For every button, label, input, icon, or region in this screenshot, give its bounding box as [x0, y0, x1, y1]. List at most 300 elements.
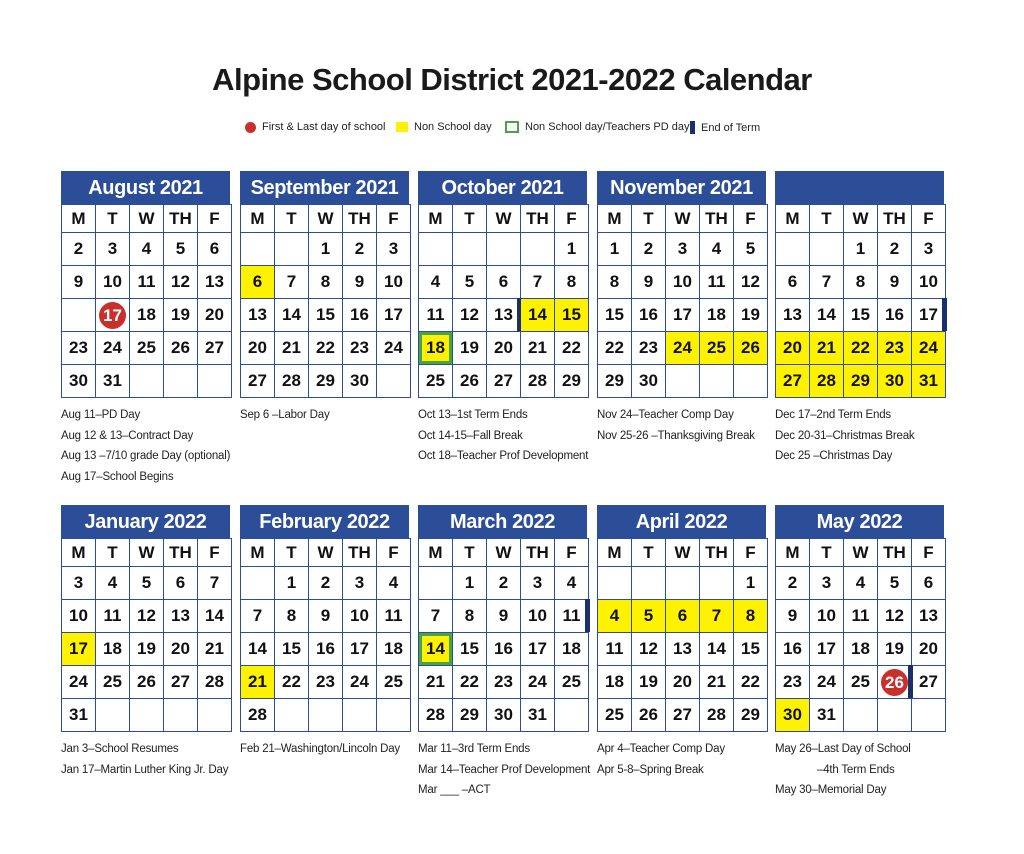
note-line: Oct 13–1st Term Ends [418, 409, 528, 421]
day-cell: 14 [810, 299, 844, 332]
day-cell: 27 [198, 332, 232, 365]
day-cell: 19 [734, 299, 768, 332]
day-cell: 3 [666, 233, 700, 266]
day-cell: 12 [734, 266, 768, 299]
day-cell [241, 567, 275, 600]
weekday-header: W [666, 205, 700, 233]
day-cell: 28 [241, 699, 275, 732]
month-title: November 2021 [597, 171, 766, 204]
day-cell [96, 299, 130, 332]
day-cell: 2 [878, 233, 912, 266]
day-cell: 13 [487, 299, 521, 332]
day-cell: 1 [734, 567, 768, 600]
note-line: Jan 17–Martin Luther King Jr. Day [61, 763, 229, 776]
day-cell: 17 [521, 633, 555, 666]
legend-non-school [396, 121, 492, 133]
day-cell: 22 [844, 332, 878, 365]
day-cell: 30 [487, 699, 521, 732]
note-line: Jan 3–School Resumes [61, 743, 179, 755]
note-line: May 30–Memorial Day [775, 784, 887, 796]
day-cell: 4 [555, 567, 589, 600]
day-cell: 9 [878, 266, 912, 299]
day-cell: 5 [130, 567, 164, 600]
weekday-header: T [810, 539, 844, 567]
first-last-day-marker: 26 [881, 669, 908, 696]
day-cell: 27 [776, 365, 810, 398]
day-cell: 5 [164, 233, 198, 266]
day-cell: 4 [598, 600, 632, 633]
day-cell [241, 233, 275, 266]
day-cell: 15 [734, 633, 768, 666]
day-cell: 3 [377, 233, 411, 266]
weekday-header: M [419, 539, 453, 567]
legend-non-school-pd-label: Non School day/Teachers PD day [525, 121, 690, 133]
day-cell: 4 [130, 233, 164, 266]
weekday-header: F [377, 205, 411, 233]
day-cell: 20 [198, 299, 232, 332]
day-cell: 2 [309, 567, 343, 600]
day-cell: 23 [487, 666, 521, 699]
day-cell [164, 365, 198, 398]
day-cell: 4 [844, 567, 878, 600]
weekday-header: TH [878, 205, 912, 233]
day-cell: 23 [62, 332, 96, 365]
day-cell: 10 [343, 600, 377, 633]
day-cell [130, 699, 164, 732]
weekday-header: M [62, 205, 96, 233]
day-cell: 22 [734, 666, 768, 699]
day-cell: 24 [62, 666, 96, 699]
day-cell: 15 [598, 299, 632, 332]
day-cell: 28 [810, 365, 844, 398]
day-cell: 25 [844, 666, 878, 699]
note-line: –4th Term Ends [817, 763, 895, 776]
weekday-header: W [666, 539, 700, 567]
day-cell: 14 [700, 633, 734, 666]
day-cell [419, 567, 453, 600]
day-cell: 7 [275, 266, 309, 299]
day-cell: 10 [810, 600, 844, 633]
day-cell: 17 [912, 299, 946, 332]
month-notes [61, 739, 228, 780]
weekday-header: W [309, 205, 343, 233]
day-cell [666, 567, 700, 600]
day-cell [700, 365, 734, 398]
day-cell: 31 [96, 365, 130, 398]
day-cell: 24 [96, 332, 130, 365]
month-notes [775, 739, 911, 801]
weekday-header: F [198, 205, 232, 233]
weekday-header: W [130, 539, 164, 567]
day-cell: 6 [912, 567, 946, 600]
day-cell: 27 [487, 365, 521, 398]
month-panel [240, 171, 409, 398]
day-cell: 21 [419, 666, 453, 699]
day-cell: 20 [912, 633, 946, 666]
day-cell: 25 [555, 666, 589, 699]
month-grid [240, 204, 411, 398]
day-cell: 21 [275, 332, 309, 365]
day-cell [598, 567, 632, 600]
day-cell: 18 [419, 332, 453, 365]
day-cell: 8 [598, 266, 632, 299]
weekday-header: M [241, 205, 275, 233]
day-cell: 13 [164, 600, 198, 633]
day-cell: 5 [734, 233, 768, 266]
day-cell [521, 233, 555, 266]
day-cell: 7 [198, 567, 232, 600]
weekday-header: T [275, 539, 309, 567]
day-cell: 31 [912, 365, 946, 398]
day-cell: 29 [844, 365, 878, 398]
day-cell: 22 [453, 666, 487, 699]
day-cell: 22 [309, 332, 343, 365]
month-grid [240, 538, 411, 732]
day-cell: 5 [878, 567, 912, 600]
month-notes [597, 739, 725, 780]
day-cell: 12 [130, 600, 164, 633]
month-notes [418, 405, 588, 467]
day-cell [343, 699, 377, 732]
day-cell: 23 [878, 332, 912, 365]
month-title: February 2022 [240, 505, 409, 538]
weekday-header: F [377, 539, 411, 567]
day-cell: 14 [275, 299, 309, 332]
green-square-icon [505, 121, 519, 133]
note-line: Oct 14-15–Fall Break [418, 429, 523, 442]
day-cell: 10 [521, 600, 555, 633]
weekday-header: F [912, 539, 946, 567]
day-cell: 8 [453, 600, 487, 633]
legend [0, 121, 1024, 141]
day-cell: 29 [309, 365, 343, 398]
day-cell: 24 [666, 332, 700, 365]
day-cell: 12 [632, 633, 666, 666]
day-cell: 26 [734, 332, 768, 365]
note-line: Nov 24–Teacher Comp Day [597, 409, 734, 421]
day-cell: 14 [521, 299, 555, 332]
day-cell: 28 [419, 699, 453, 732]
day-cell [453, 233, 487, 266]
day-cell: 11 [377, 600, 411, 633]
red-dot-icon [245, 122, 256, 133]
day-cell: 11 [598, 633, 632, 666]
day-cell: 9 [62, 266, 96, 299]
day-cell: 2 [632, 233, 666, 266]
weekday-header: F [734, 539, 768, 567]
note-line: Nov 25-26 –Thanksgiving Break [597, 429, 755, 442]
day-cell: 23 [343, 332, 377, 365]
weekday-header: W [487, 539, 521, 567]
day-cell [776, 233, 810, 266]
day-cell: 22 [555, 332, 589, 365]
day-cell: 28 [198, 666, 232, 699]
day-cell: 17 [666, 299, 700, 332]
month-notes [61, 405, 230, 487]
month-panel [240, 505, 409, 732]
weekday-header: T [632, 539, 666, 567]
day-cell: 15 [555, 299, 589, 332]
day-cell: 7 [241, 600, 275, 633]
day-cell: 16 [487, 633, 521, 666]
yellow-square-icon [396, 122, 408, 132]
day-cell: 26 [164, 332, 198, 365]
note-line: Aug 17–School Begins [61, 470, 174, 483]
day-cell: 26 [453, 365, 487, 398]
day-cell: 9 [487, 600, 521, 633]
day-cell: 9 [632, 266, 666, 299]
day-cell: 29 [453, 699, 487, 732]
month-grid [418, 538, 589, 732]
month-notes [775, 405, 914, 467]
day-cell: 6 [666, 600, 700, 633]
day-cell: 10 [62, 600, 96, 633]
note-line: Dec 25 –Christmas Day [775, 450, 893, 462]
note-line: Mar ___ –ACT [418, 784, 491, 796]
day-cell [419, 233, 453, 266]
note-line: Apr 5-8–Spring Break [597, 763, 704, 776]
day-cell: 15 [309, 299, 343, 332]
day-cell [96, 699, 130, 732]
day-cell: 15 [275, 633, 309, 666]
day-cell: 13 [776, 299, 810, 332]
day-cell: 3 [912, 233, 946, 266]
month-title: April 2022 [597, 505, 766, 538]
day-cell: 7 [810, 266, 844, 299]
month-panel [418, 505, 587, 732]
weekday-header: M [598, 205, 632, 233]
day-cell: 8 [734, 600, 768, 633]
day-cell: 16 [878, 299, 912, 332]
day-cell: 18 [96, 633, 130, 666]
day-cell: 13 [241, 299, 275, 332]
day-cell: 6 [487, 266, 521, 299]
month-grid [597, 204, 768, 398]
month-panel [775, 505, 944, 732]
weekday-header: TH [700, 205, 734, 233]
day-cell: 14 [198, 600, 232, 633]
weekday-header: W [487, 205, 521, 233]
weekday-header: M [598, 539, 632, 567]
weekday-header: W [844, 539, 878, 567]
day-cell: 21 [810, 332, 844, 365]
month-panel [597, 171, 766, 398]
day-cell: 5 [453, 266, 487, 299]
day-cell [734, 365, 768, 398]
day-cell: 18 [598, 666, 632, 699]
day-cell [309, 699, 343, 732]
day-cell: 16 [776, 633, 810, 666]
weekday-header: T [453, 205, 487, 233]
day-cell: 19 [453, 332, 487, 365]
month-notes [597, 405, 755, 446]
day-cell: 14 [419, 633, 453, 666]
weekday-header: F [912, 205, 946, 233]
day-cell: 10 [96, 266, 130, 299]
day-cell [487, 233, 521, 266]
day-cell: 15 [844, 299, 878, 332]
note-line: Dec 17–2nd Term Ends [775, 409, 891, 421]
day-cell: 10 [377, 266, 411, 299]
day-cell: 11 [130, 266, 164, 299]
day-cell: 26 [632, 699, 666, 732]
day-cell [377, 699, 411, 732]
day-cell: 23 [632, 332, 666, 365]
weekday-header: T [96, 539, 130, 567]
day-cell: 27 [666, 699, 700, 732]
day-cell: 4 [700, 233, 734, 266]
day-cell: 3 [96, 233, 130, 266]
month-grid [775, 204, 946, 398]
day-cell: 22 [598, 332, 632, 365]
weekday-header: F [734, 205, 768, 233]
month-title: September 2021 [240, 171, 409, 204]
day-cell: 29 [598, 365, 632, 398]
day-cell: 31 [810, 699, 844, 732]
weekday-header: W [309, 539, 343, 567]
weekday-header: W [130, 205, 164, 233]
day-cell: 1 [309, 233, 343, 266]
day-cell [632, 567, 666, 600]
day-cell: 26 [130, 666, 164, 699]
weekday-header: W [844, 205, 878, 233]
day-cell: 4 [419, 266, 453, 299]
day-cell: 10 [912, 266, 946, 299]
day-cell: 19 [130, 633, 164, 666]
weekday-header: M [241, 539, 275, 567]
day-cell: 8 [275, 600, 309, 633]
day-cell: 2 [62, 233, 96, 266]
day-cell: 21 [700, 666, 734, 699]
day-cell: 2 [343, 233, 377, 266]
day-cell: 25 [377, 666, 411, 699]
weekday-header: TH [164, 205, 198, 233]
day-cell: 1 [453, 567, 487, 600]
month-panel [61, 505, 230, 732]
day-cell: 27 [912, 666, 946, 699]
note-line: Aug 11–PD Day [61, 409, 141, 421]
day-cell: 28 [700, 699, 734, 732]
weekday-header: T [810, 205, 844, 233]
day-cell: 4 [377, 567, 411, 600]
day-cell: 25 [130, 332, 164, 365]
month-grid [775, 538, 946, 732]
day-cell: 11 [844, 600, 878, 633]
day-cell: 13 [666, 633, 700, 666]
day-cell: 7 [419, 600, 453, 633]
first-last-day-marker: 17 [99, 302, 126, 329]
day-cell: 6 [776, 266, 810, 299]
day-cell: 25 [96, 666, 130, 699]
day-cell: 22 [275, 666, 309, 699]
month-title: March 2022 [418, 505, 587, 538]
note-line: Oct 18–Teacher Prof Development [418, 450, 589, 462]
day-cell: 30 [62, 365, 96, 398]
day-cell: 17 [343, 633, 377, 666]
day-cell: 20 [666, 666, 700, 699]
weekday-header: TH [343, 205, 377, 233]
day-cell: 15 [453, 633, 487, 666]
day-cell: 1 [275, 567, 309, 600]
day-cell [275, 699, 309, 732]
month-title: May 2022 [775, 505, 944, 538]
weekday-header: TH [521, 539, 555, 567]
month-title [775, 171, 944, 204]
day-cell: 18 [130, 299, 164, 332]
day-cell: 10 [666, 266, 700, 299]
day-cell: 21 [521, 332, 555, 365]
note-line: Mar 14–Teacher Prof Development [418, 763, 591, 776]
day-cell: 3 [343, 567, 377, 600]
day-cell: 29 [555, 365, 589, 398]
day-cell: 6 [164, 567, 198, 600]
day-cell: 30 [776, 699, 810, 732]
weekday-header: M [419, 205, 453, 233]
day-cell: 4 [96, 567, 130, 600]
legend-end-term [690, 121, 760, 134]
day-cell: 18 [844, 633, 878, 666]
day-cell: 24 [810, 666, 844, 699]
month-grid [418, 204, 589, 398]
month-grid [61, 538, 232, 732]
day-cell: 28 [521, 365, 555, 398]
day-cell [844, 699, 878, 732]
weekday-header: F [555, 539, 589, 567]
day-cell: 5 [632, 600, 666, 633]
day-cell: 16 [632, 299, 666, 332]
day-cell [878, 699, 912, 732]
day-cell [700, 567, 734, 600]
day-cell [198, 365, 232, 398]
day-cell: 16 [343, 299, 377, 332]
weekday-header: T [96, 205, 130, 233]
day-cell [62, 299, 96, 332]
legend-first-last-label: First & Last day of school [262, 121, 386, 133]
day-cell [666, 365, 700, 398]
weekday-header: T [453, 539, 487, 567]
weekday-header: TH [343, 539, 377, 567]
day-cell [878, 666, 912, 699]
day-cell: 28 [275, 365, 309, 398]
day-cell: 6 [241, 266, 275, 299]
day-cell: 12 [453, 299, 487, 332]
weekday-header: F [555, 205, 589, 233]
day-cell: 30 [632, 365, 666, 398]
day-cell: 29 [734, 699, 768, 732]
day-cell: 24 [377, 332, 411, 365]
day-cell: 17 [377, 299, 411, 332]
month-panel [61, 171, 230, 398]
note-line: Feb 21–Washington/Lincoln Day [240, 743, 400, 755]
day-cell: 17 [62, 633, 96, 666]
month-panel [418, 171, 587, 398]
day-cell: 23 [776, 666, 810, 699]
month-notes [240, 739, 400, 760]
month-title: August 2021 [61, 171, 230, 204]
weekday-header: F [198, 539, 232, 567]
day-cell [130, 365, 164, 398]
day-cell: 17 [810, 633, 844, 666]
day-cell: 11 [96, 600, 130, 633]
day-cell: 23 [309, 666, 343, 699]
day-cell: 3 [521, 567, 555, 600]
weekday-header: M [62, 539, 96, 567]
day-cell: 13 [198, 266, 232, 299]
weekday-header: T [632, 205, 666, 233]
day-cell: 18 [377, 633, 411, 666]
day-cell: 8 [309, 266, 343, 299]
day-cell: 3 [62, 567, 96, 600]
